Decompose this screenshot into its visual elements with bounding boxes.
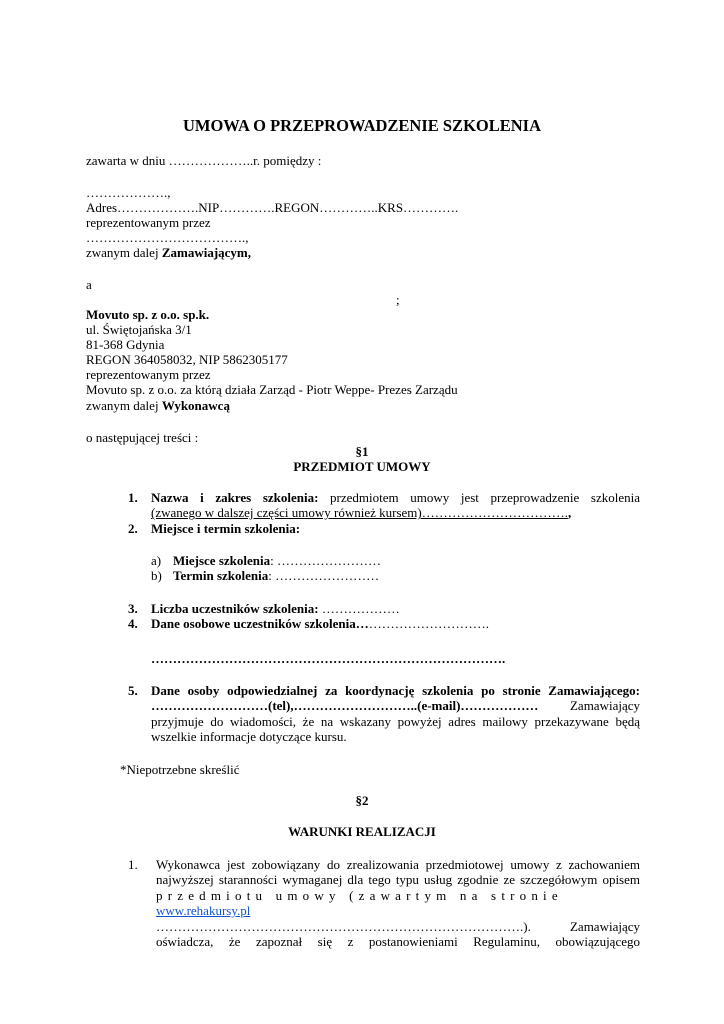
- contractor-board: Movuto sp. z o.o. za którą działa Zarząd - Piotr Weppe- Prezes Zarządu: [86, 382, 458, 397]
- participants-data-dots: ……………………………………………………………………….: [151, 651, 506, 666]
- client-role-name: Zamawiającym,: [161, 245, 251, 260]
- stray-semicolon: ;: [396, 292, 400, 307]
- conjunction-and: a: [86, 277, 92, 292]
- training-date-field: : ……………………: [268, 568, 380, 583]
- section-2-paragraph-1-body: [156, 857, 640, 949]
- list-item-3-body: [151, 601, 640, 616]
- contractor-role-name: Wykonawcą: [161, 398, 230, 413]
- contractor-street: ul. Świętojańska 3/1: [86, 322, 192, 337]
- coordinator-label: Dane osoby odpowiedzialnej za koordynację szkolenia po stronie Zamawiającego:: [151, 683, 640, 698]
- section-2-mark: §2: [355, 793, 369, 808]
- client-rep-field: ……………………………….,: [86, 230, 249, 245]
- training-place-label: Miejsce szkolenia: [173, 553, 271, 568]
- client-address-line: Adres……………….NIP………….REGON…………..KRS………….: [86, 200, 459, 215]
- s2-line-3: przedmiotu umowy (zawartym na stronie: [156, 887, 563, 903]
- s2-line-4: ………………………………………………………………………….). Zamawiający: [156, 918, 640, 934]
- list-item-1-body: [151, 490, 640, 521]
- contractor-rep-label: reprezentowanym przez: [86, 367, 211, 382]
- document-title: UMOWA O PRZEPROWADZENIE SZKOLENIA: [182, 116, 541, 135]
- client-called-line: [86, 245, 251, 260]
- contractor-city: 81-368 Gdynia: [86, 337, 165, 352]
- place-date-label: Miejsce i termin szkolenia:: [151, 521, 301, 536]
- training-name-comma: ,: [567, 505, 572, 521]
- contractor-called-prefix: zwanym dalej: [86, 398, 162, 413]
- list-item-4-body: [151, 616, 640, 631]
- contractor-called-line: [86, 398, 230, 413]
- coordinator-text-line3: przyjmuje do wiadomości, że na wskazany powyżej adres mailowy przekazywane będą: [151, 713, 640, 729]
- sub-item-a: [151, 553, 381, 568]
- training-date-label: Termin szkolenia: [173, 568, 269, 583]
- s2-line-2: najwyższej staranności wymaganej dla tego typu usług zgodnie ze szczegółowym opisem: [156, 872, 640, 888]
- content-intro: o następującej treści :: [86, 430, 199, 445]
- contract-date-line: zawarta w dniu ………………..r. pomiędzy :: [86, 153, 322, 168]
- s2-line-1: Wykonawca jest zobowiązany do zrealizowania przedmiotowej umowy z zachowaniem: [156, 857, 640, 872]
- s2-line-5: oświadcza, że zapoznał się z postanowieniami Regulaminu, obowiązującego: [156, 934, 640, 950]
- sub-item-b-letter: b): [151, 568, 162, 583]
- list-item-1-number: 1.: [128, 490, 138, 505]
- client-called-prefix: zwanym dalej: [86, 245, 162, 260]
- participants-data-field: ……………………….: [368, 616, 490, 631]
- list-item-4-number: 4.: [128, 616, 138, 631]
- list-item-3-number: 3.: [128, 601, 138, 616]
- coordinator-contact-fields: ………………………(tel),………………………..(e-mail)………………: [151, 698, 539, 714]
- contractor-ids: REGON 364058032, NIP 5862305177: [86, 352, 288, 367]
- client-rep-label: reprezentowanym przez: [86, 215, 211, 230]
- section-1-heading: PRZEDMIOT UMOWY: [293, 459, 431, 474]
- coordinator-text-start: Zamawiający: [538, 698, 640, 714]
- participants-count-field: ………………: [318, 601, 400, 616]
- rehakursy-link[interactable]: www.rehakursy.pl: [156, 903, 251, 919]
- training-name-field: (zwanego w dalszej części umowy również kursem)…………………………….: [151, 505, 568, 521]
- section-2-heading: WARUNKI REALIZACJI: [288, 824, 436, 839]
- list-item-5-number: 5.: [128, 683, 138, 698]
- sub-item-b: [151, 568, 379, 583]
- section-2-paragraph-1-number: 1.: [128, 857, 138, 872]
- sub-item-a-letter: a): [151, 553, 162, 568]
- client-name-field: ……………….,: [86, 185, 171, 200]
- participants-count-label: Liczba uczestników szkolenia:: [151, 601, 319, 616]
- training-place-field: : ……………………: [270, 553, 381, 568]
- coordinator-text-line4: wszelkie informacje dotyczące kursu.: [151, 729, 347, 745]
- training-name-text: przedmiotem umowy jest przeprowadzenie szkolenia: [318, 490, 640, 505]
- participants-data-label: Dane osobowe uczestników szkolenia…: [151, 616, 369, 631]
- training-name-label: Nazwa i zakres szkolenia:: [151, 490, 319, 505]
- contractor-name: Movuto sp. z o.o. sp.k.: [86, 307, 210, 322]
- footnote-strike-note: *Niepotrzebne skreślić: [120, 762, 240, 777]
- list-item-5-body: [151, 683, 640, 745]
- section-1-mark: §1: [355, 444, 369, 459]
- list-item-2-number: 2.: [128, 521, 138, 536]
